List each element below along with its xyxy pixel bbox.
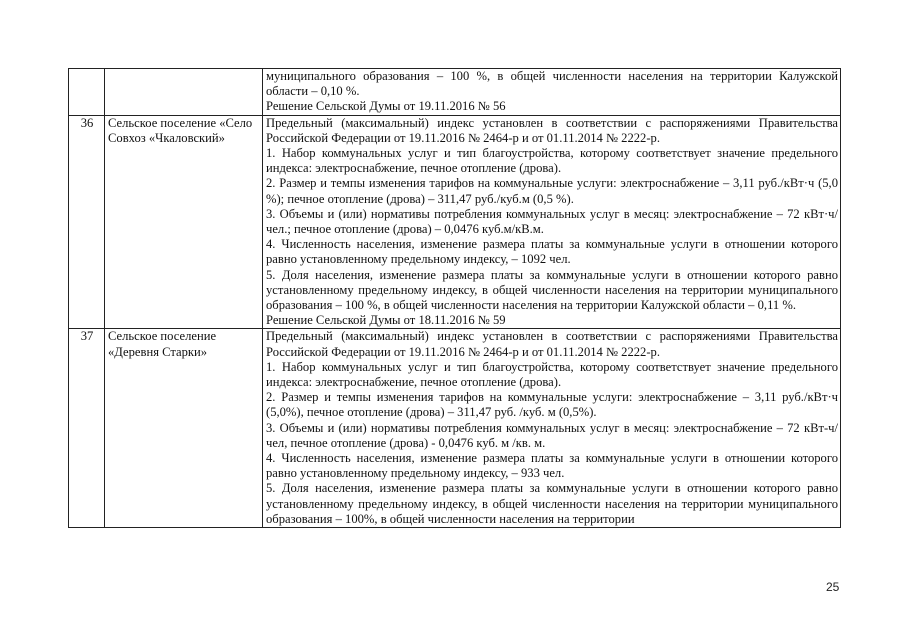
row-number-cell: 36 <box>69 115 105 329</box>
paragraph: 4. Численность населения, изменение размера платы за коммунальные услуги в отношении которого равно установленному предельному индексу, – 1092 чел. <box>266 237 838 267</box>
paragraph: 5. Доля населения, изменение размера платы за коммунальные услуги в отношении которого равно установленному предельному индексу, в общей численности населения на территории муниципального образования – 100%, в общей численности населения на территории <box>266 481 838 526</box>
row-number-cell: 37 <box>69 329 105 528</box>
paragraph: 3. Объемы и (или) нормативы потребления коммунальных услуг в месяц: электроснабжение – 72 кВт·ч/чел.; печное отопление (дрова) – 0,0476 куб.м/кВ.м. <box>266 206 838 237</box>
row-number-cell <box>69 69 105 116</box>
paragraph: Предельный (максимальный) индекс установлен в соответствии с распоряжениями Правительства Российской Федерации от 19.11.2016 № 2464-р и от 01.11.2014 № 2222-р. <box>266 329 838 359</box>
paragraph: 4. Численность населения, изменение размера платы за коммунальные услуги в отношении которого равно установленному предельному индексу, – 933 чел. <box>266 451 838 481</box>
index-description-cell <box>263 115 841 329</box>
decision-reference: Решение Сельской Думы от 19.11.2016 № 56 <box>266 99 506 114</box>
paragraph: муниципального образования – 100 %, в общей численности населения на территории Калужской области – 0,10 %. <box>266 69 838 99</box>
paragraph: 5. Доля населения, изменение размера платы за коммунальные услуги в отношении которого равно установленному предельному индексу, в общей численности населения на территории муниципального образования – 100 %, в общей численности населения на территории Калужской области – 0,11 %. <box>266 267 838 313</box>
table-row-36 <box>69 115 841 329</box>
settlement-name-cell <box>105 69 263 116</box>
paragraph: 3. Объемы и (или) нормативы потребления коммунальных услуг в месяц: электроснабжение – 72 кВт-ч/чел, печное отопление (дрова) - 0,0476 куб. м /кв. м. <box>266 420 838 450</box>
settlement-name-cell: Сельское поселение «Село Совхоз «Чкаловский» <box>105 115 263 329</box>
paragraph: 2. Размер и темпы изменения тарифов на коммунальные услуги: электроснабжение – 3,11 руб./кВт·ч (5,0%), печное отопление (дрова) – 311,47 руб. /куб. м (0,5%). <box>266 390 838 420</box>
paragraph: 1. Набор коммунальных услуг и тип благоустройства, которому соответствует значение предельного индекса: электроснабжение, печное отопление (дрова). <box>266 359 838 390</box>
paragraph: 1. Набор коммунальных услуг и тип благоустройства, которому соответствует значение предельного индекса: электроснабжение, печное отопление (дрова). <box>266 146 838 176</box>
paragraph: Предельный (максимальный) индекс установлен в соответствии с распоряжениями Правительства Российской Федерации от 19.11.2016 № 2464-р и от 01.11.2014 № 2222-р. <box>266 115 838 145</box>
index-description-cell <box>263 69 841 116</box>
decision-reference: Решение Сельской Думы от 18.11.2016 № 59 <box>266 313 506 328</box>
municipal-index-table <box>68 68 841 528</box>
index-description-cell <box>263 329 841 528</box>
table-row-continued <box>69 69 841 116</box>
paragraph: 2. Размер и темпы изменения тарифов на коммунальные услуги: электроснабжение – 3,11 руб./кВт·ч (5,0 %); печное отопление (дрова) – 311,47 руб./куб.м (0,5 %). <box>266 176 838 206</box>
page-number: 25 <box>826 580 840 594</box>
settlement-name-cell: Сельское поселение «Деревня Старки» <box>105 329 263 528</box>
table-row-37 <box>69 329 841 528</box>
